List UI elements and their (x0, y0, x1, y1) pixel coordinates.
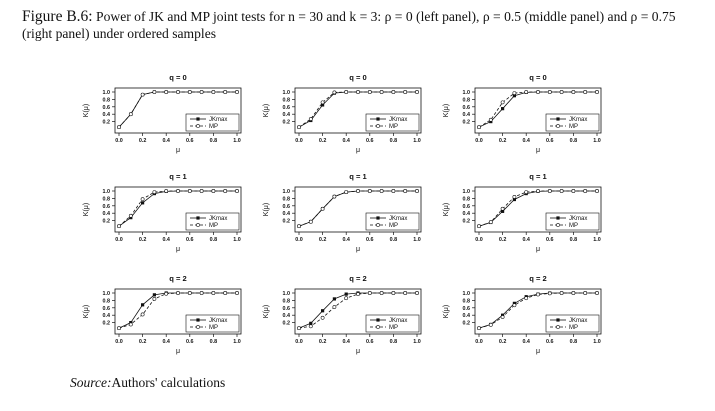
data-point-mp (141, 93, 144, 96)
chart-panel-4 (83, 172, 241, 253)
data-point-mp (525, 297, 528, 300)
chart-title: q = 0 (169, 73, 187, 82)
legend-label-jkmax: JKmax (209, 216, 228, 222)
data-point-mp (141, 313, 144, 316)
x-tick-label: 0.4 (522, 339, 530, 345)
data-point-mp (356, 293, 359, 296)
data-point-mp (200, 189, 203, 192)
x-tick-label: 0.4 (342, 138, 350, 144)
x-tick-label: 1.0 (233, 138, 241, 144)
y-tick-label: 1.0 (102, 291, 110, 297)
legend-label-mp: MP (209, 124, 218, 130)
legend-label-jkmax: JKmax (389, 117, 408, 123)
y-tick-label: 0.8 (282, 298, 290, 305)
legend-marker-mp (556, 325, 559, 328)
data-point-mp (501, 101, 504, 104)
data-point-mp (321, 316, 324, 319)
data-point-mp (356, 189, 359, 192)
x-tick-label: 0.8 (389, 339, 398, 345)
data-point-mp (235, 90, 238, 93)
data-point-mp (176, 90, 179, 93)
data-point-mp (560, 90, 563, 93)
legend-marker-mp (196, 325, 199, 328)
legend-label-jkmax: JKmax (569, 216, 588, 222)
x-tick-label: 0.6 (186, 237, 194, 243)
data-point-mp (477, 327, 480, 330)
y-axis-label: K(μ) (443, 304, 450, 319)
y-tick-label: 0.6 (102, 305, 110, 312)
x-tick-label: 0.4 (522, 138, 530, 144)
y-tick-label: 0.2 (102, 119, 110, 126)
data-point-mp (129, 214, 132, 217)
y-tick-label: 0.6 (282, 104, 290, 111)
y-tick-label: 0.8 (462, 196, 470, 203)
y-tick-label: 0.2 (282, 119, 290, 126)
chart-title: q = 2 (529, 274, 547, 283)
y-tick-label: 0.8 (462, 298, 470, 305)
data-point-mp (404, 90, 407, 93)
data-point-mp (224, 291, 227, 294)
legend-label-mp: MP (209, 223, 218, 229)
y-tick-label: 1.0 (282, 291, 290, 297)
data-point-mp (584, 291, 587, 294)
legend-label-mp: MP (389, 325, 398, 331)
data-point-mp (415, 291, 418, 294)
y-tick-label: 0.2 (462, 218, 470, 225)
x-tick-label: 0.0 (295, 237, 303, 243)
data-point-jkmax (153, 293, 156, 296)
x-tick-label: 1.0 (413, 138, 421, 144)
x-tick-label: 0.0 (295, 339, 303, 345)
x-tick-label: 0.2 (498, 237, 507, 243)
source-text: Authors' calculations (111, 375, 226, 390)
legend-label-mp: MP (389, 124, 398, 130)
legend-marker-mp (376, 325, 379, 328)
y-tick-label: 0.4 (102, 211, 110, 218)
y-tick-label: 0.4 (462, 112, 470, 119)
y-axis-label: K(μ) (443, 202, 450, 217)
x-tick-label: 0.2 (318, 138, 327, 144)
y-tick-label: 0.4 (282, 112, 290, 119)
x-tick-label: 0.6 (546, 339, 554, 345)
data-point-mp (572, 189, 575, 192)
chart-panel-3 (443, 73, 601, 154)
x-axis-label: μ (175, 147, 181, 154)
x-tick-label: 0.2 (318, 237, 327, 243)
data-point-mp (489, 323, 492, 326)
data-point-mp (309, 117, 312, 120)
legend-marker-jkmax (376, 117, 379, 120)
data-point-mp (333, 91, 336, 94)
y-axis-label: K(μ) (263, 304, 270, 319)
data-point-mp (536, 90, 539, 93)
data-point-mp (345, 90, 348, 93)
data-point-mp (525, 90, 528, 93)
data-point-mp (404, 189, 407, 192)
y-axis-label: K(μ) (263, 103, 270, 118)
data-point-mp (153, 191, 156, 194)
data-point-mp (536, 293, 539, 296)
y-tick-label: 0.6 (282, 305, 290, 312)
data-point-mp (188, 291, 191, 294)
x-tick-label: 1.0 (233, 237, 241, 243)
data-point-mp (235, 189, 238, 192)
data-point-mp (560, 189, 563, 192)
source-note (70, 375, 225, 391)
x-tick-label: 0.8 (389, 237, 398, 243)
legend-marker-mp (376, 223, 379, 226)
y-tick-label: 1.0 (282, 90, 290, 96)
data-point-mp (212, 90, 215, 93)
caption-text: Power of JK and MP joint tests for n = 30 and k = 3: ρ = 0 (left panel), ρ = 0.5 (middle panel) and ρ = 0.75 (right panel) under ordered samples (22, 9, 676, 41)
legend-label-mp: MP (569, 223, 578, 229)
data-point-mp (489, 118, 492, 121)
y-tick-label: 1.0 (102, 90, 110, 96)
legend-label-mp: MP (569, 124, 578, 130)
data-point-mp (153, 90, 156, 93)
data-point-mp (595, 90, 598, 93)
y-tick-label: 0.4 (462, 211, 470, 218)
y-tick-label: 0.2 (282, 320, 290, 327)
y-tick-label: 0.6 (282, 203, 290, 210)
data-point-mp (513, 195, 516, 198)
data-point-mp (176, 189, 179, 192)
y-tick-label: 0.8 (282, 196, 290, 203)
data-point-mp (572, 291, 575, 294)
data-point-mp (415, 90, 418, 93)
data-point-mp (513, 304, 516, 307)
y-tick-label: 0.4 (102, 313, 110, 320)
data-point-mp (525, 191, 528, 194)
legend-label-jkmax: JKmax (209, 117, 228, 123)
data-point-mp (501, 315, 504, 318)
data-point-mp (368, 90, 371, 93)
x-tick-label: 0.0 (475, 237, 483, 243)
y-tick-label: 0.4 (282, 313, 290, 320)
y-tick-label: 0.2 (462, 119, 470, 126)
data-point-mp (548, 90, 551, 93)
x-tick-label: 0.4 (342, 339, 350, 345)
data-point-mp (188, 189, 191, 192)
x-tick-label: 0.0 (475, 138, 483, 144)
legend-marker-jkmax (196, 216, 199, 219)
y-tick-label: 1.0 (102, 189, 110, 195)
data-point-mp (165, 90, 168, 93)
y-axis-label: K(μ) (83, 202, 90, 217)
legend-label-jkmax: JKmax (209, 318, 228, 324)
x-tick-label: 1.0 (413, 339, 421, 345)
y-tick-label: 0.8 (102, 97, 110, 104)
x-tick-label: 0.8 (569, 138, 578, 144)
data-point-mp (141, 198, 144, 201)
x-tick-label: 0.2 (498, 138, 507, 144)
data-point-mp (380, 189, 383, 192)
chart-title: q = 2 (169, 274, 187, 283)
data-point-mp (165, 292, 168, 295)
figure-label: Figure B.6: (22, 8, 93, 25)
data-point-mp (345, 297, 348, 300)
y-axis-label: K(μ) (443, 103, 450, 118)
data-point-mp (595, 291, 598, 294)
legend-marker-jkmax (196, 117, 199, 120)
chart-title: q = 0 (349, 73, 367, 82)
data-point-mp (297, 225, 300, 228)
data-point-mp (212, 189, 215, 192)
chart-panel-7 (83, 274, 241, 355)
legend-label-jkmax: JKmax (569, 117, 588, 123)
data-point-jkmax (345, 293, 348, 296)
x-axis-label: μ (175, 246, 181, 253)
legend-label-mp: MP (569, 325, 578, 331)
legend-label-jkmax: JKmax (389, 216, 408, 222)
data-point-mp (501, 207, 504, 210)
data-point-mp (117, 126, 120, 129)
x-tick-label: 0.2 (138, 237, 147, 243)
legend-marker-jkmax (376, 318, 379, 321)
legend-label-jkmax: JKmax (569, 318, 588, 324)
data-point-mp (129, 323, 132, 326)
data-point-mp (309, 220, 312, 223)
x-tick-label: 0.4 (162, 237, 170, 243)
y-tick-label: 0.6 (462, 305, 470, 312)
chart-panel-6 (443, 172, 601, 253)
legend-marker-mp (196, 124, 199, 127)
x-tick-label: 0.4 (162, 138, 170, 144)
data-point-mp (560, 291, 563, 294)
data-point-mp (297, 327, 300, 330)
x-tick-label: 0.8 (569, 237, 578, 243)
x-tick-label: 0.4 (162, 339, 170, 345)
x-tick-label: 0.6 (186, 138, 194, 144)
legend-marker-mp (556, 223, 559, 226)
chart-panel-5 (263, 172, 421, 253)
chart-title: q = 1 (349, 172, 367, 181)
y-tick-label: 1.0 (282, 189, 290, 195)
chart-panel-8 (263, 274, 421, 355)
x-axis-label: μ (175, 348, 181, 355)
y-tick-label: 0.4 (282, 211, 290, 218)
legend-marker-jkmax (376, 216, 379, 219)
y-tick-label: 0.4 (462, 313, 470, 320)
data-point-mp (200, 291, 203, 294)
data-point-mp (309, 325, 312, 328)
x-tick-label: 0.6 (546, 237, 554, 243)
x-tick-label: 0.8 (209, 138, 218, 144)
y-tick-label: 1.0 (462, 189, 470, 195)
data-point-mp (392, 90, 395, 93)
y-tick-label: 0.6 (462, 203, 470, 210)
data-point-mp (572, 90, 575, 93)
data-point-mp (176, 291, 179, 294)
data-point-mp (595, 189, 598, 192)
x-tick-label: 0.4 (522, 237, 530, 243)
y-axis-label: K(μ) (83, 304, 90, 319)
data-point-mp (321, 101, 324, 104)
data-point-mp (548, 189, 551, 192)
data-point-mp (117, 327, 120, 330)
data-point-mp (212, 291, 215, 294)
legend-marker-jkmax (556, 117, 559, 120)
x-tick-label: 0.2 (498, 339, 507, 345)
source-label: Source: (70, 375, 112, 390)
y-axis-label: K(μ) (263, 202, 270, 217)
data-point-mp (153, 297, 156, 300)
x-tick-label: 0.2 (318, 339, 327, 345)
data-point-mp (297, 126, 300, 129)
x-tick-label: 0.6 (546, 138, 554, 144)
chart-title: q = 1 (169, 172, 187, 181)
data-point-mp (368, 189, 371, 192)
data-point-mp (345, 191, 348, 194)
data-point-mp (235, 291, 238, 294)
x-axis-label: μ (535, 246, 541, 253)
x-tick-label: 0.8 (209, 339, 218, 345)
x-tick-label: 0.0 (115, 138, 123, 144)
x-tick-label: 0.2 (138, 339, 147, 345)
y-tick-label: 1.0 (462, 291, 470, 297)
x-tick-label: 0.0 (115, 237, 123, 243)
data-point-mp (356, 90, 359, 93)
y-tick-label: 0.6 (102, 203, 110, 210)
y-tick-label: 1.0 (462, 90, 470, 96)
x-tick-label: 0.2 (138, 138, 147, 144)
y-tick-label: 0.4 (102, 112, 110, 119)
legend-marker-mp (376, 124, 379, 127)
data-point-mp (129, 113, 132, 116)
data-point-mp (392, 291, 395, 294)
chart-title: q = 0 (529, 73, 547, 82)
y-tick-label: 0.8 (102, 196, 110, 203)
y-tick-label: 0.2 (282, 218, 290, 225)
data-point-mp (380, 291, 383, 294)
x-tick-label: 0.0 (475, 339, 483, 345)
legend-marker-mp (556, 124, 559, 127)
y-tick-label: 0.2 (102, 320, 110, 327)
x-tick-label: 0.6 (366, 138, 374, 144)
chart-panel-1 (83, 73, 241, 154)
legend-label-jkmax: JKmax (389, 318, 408, 324)
y-tick-label: 0.6 (102, 104, 110, 111)
data-point-mp (368, 291, 371, 294)
x-tick-label: 1.0 (233, 339, 241, 345)
legend-marker-jkmax (556, 318, 559, 321)
legend-marker-jkmax (556, 216, 559, 219)
legend-label-mp: MP (389, 223, 398, 229)
x-tick-label: 0.4 (342, 237, 350, 243)
data-point-mp (536, 189, 539, 192)
x-tick-label: 1.0 (593, 138, 601, 144)
x-tick-label: 0.6 (186, 339, 194, 345)
data-point-mp (584, 189, 587, 192)
x-axis-label: μ (355, 246, 361, 253)
y-tick-label: 0.2 (462, 320, 470, 327)
data-point-mp (584, 90, 587, 93)
y-tick-label: 0.8 (102, 298, 110, 305)
legend-label-mp: MP (209, 325, 218, 331)
x-tick-label: 0.0 (295, 138, 303, 144)
data-point-mp (392, 189, 395, 192)
data-point-mp (513, 92, 516, 95)
data-point-mp (224, 189, 227, 192)
data-point-mp (200, 90, 203, 93)
x-tick-label: 0.8 (569, 339, 578, 345)
data-point-mp (165, 189, 168, 192)
data-point-mp (188, 90, 191, 93)
data-point-jkmax (333, 297, 336, 300)
y-tick-label: 0.2 (102, 218, 110, 225)
data-point-jkmax (141, 201, 144, 204)
x-axis-label: μ (535, 348, 541, 355)
chart-title: q = 1 (529, 172, 547, 181)
legend-marker-jkmax (196, 318, 199, 321)
x-tick-label: 0.8 (389, 138, 398, 144)
x-tick-label: 1.0 (593, 237, 601, 243)
y-tick-label: 0.8 (282, 97, 290, 104)
data-point-mp (489, 220, 492, 223)
chart-panel-9 (443, 274, 601, 355)
x-tick-label: 0.6 (366, 237, 374, 243)
x-axis-label: μ (355, 147, 361, 154)
y-tick-label: 0.6 (462, 104, 470, 111)
x-axis-label: μ (535, 147, 541, 154)
data-point-mp (333, 195, 336, 198)
x-tick-label: 1.0 (413, 237, 421, 243)
data-point-mp (477, 225, 480, 228)
data-point-jkmax (141, 303, 144, 306)
x-axis-label: μ (355, 348, 361, 355)
data-point-mp (117, 225, 120, 228)
data-point-mp (224, 90, 227, 93)
chart-title: q = 2 (349, 274, 367, 283)
chart-panel-2 (263, 73, 421, 154)
data-point-mp (415, 189, 418, 192)
legend-marker-mp (196, 223, 199, 226)
data-point-mp (321, 207, 324, 210)
data-point-jkmax (501, 107, 504, 110)
data-point-mp (333, 305, 336, 308)
x-tick-label: 1.0 (593, 339, 601, 345)
data-point-mp (477, 126, 480, 129)
data-point-mp (380, 90, 383, 93)
y-axis-label: K(μ) (83, 103, 90, 118)
y-tick-label: 0.8 (462, 97, 470, 104)
x-tick-label: 0.8 (209, 237, 218, 243)
x-tick-label: 0.0 (115, 339, 123, 345)
data-point-mp (404, 291, 407, 294)
x-tick-label: 0.6 (366, 339, 374, 345)
data-point-jkmax (321, 309, 324, 312)
data-point-mp (548, 292, 551, 295)
